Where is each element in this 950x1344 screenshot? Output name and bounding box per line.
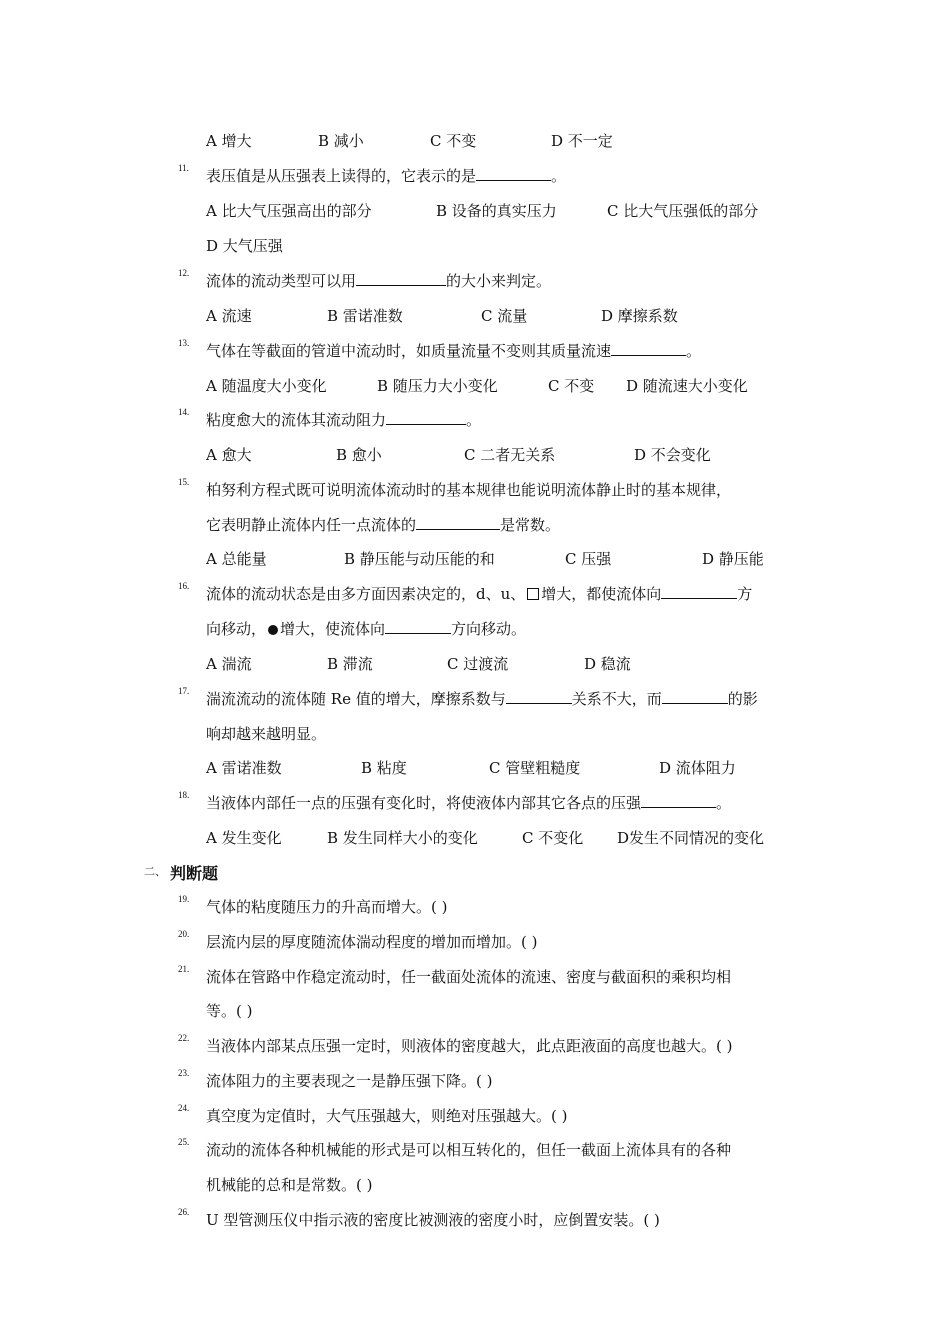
- q10-option-c: C 不变: [430, 132, 477, 150]
- answer-blank: [385, 619, 451, 634]
- question-text: 当液体内部任一点的压强有变化时，将使液体内部其它各点的压强: [206, 794, 642, 812]
- q13-option-c: C 不变: [548, 377, 595, 395]
- section-number: 二、: [144, 865, 166, 878]
- answer-blank: [661, 584, 737, 599]
- question-number: 21.: [178, 964, 190, 974]
- q12-option-b: B 雷诺准数: [327, 307, 403, 325]
- question-number: 15.: [178, 477, 190, 487]
- q17-option-b: B 粘度: [361, 759, 407, 777]
- question-text-mid: 关系不大，而: [571, 690, 662, 708]
- question-number: 14.: [178, 407, 190, 417]
- q10-option-a: A 增大: [206, 132, 252, 150]
- question-text: 气体的粘度随压力的升高而增大。( ): [206, 898, 448, 916]
- question-text: 气体在等截面的管道中流动时，如质量流量不变则其质量流速: [206, 342, 612, 360]
- question-text: 等。( ): [206, 1002, 253, 1020]
- question-text: 层流内层的厚度随流体湍动程度的增加而增加。( ): [206, 933, 538, 951]
- q14-option-a: A 愈大: [206, 446, 252, 464]
- question-text: 粘度愈大的流体其流动阻力: [206, 411, 387, 429]
- question-number: 13.: [178, 338, 190, 348]
- q14-option-c: C 二者无关系: [464, 446, 556, 464]
- question-number: 23.: [178, 1068, 190, 1078]
- question-text-mid: 增大，都使流体向: [541, 585, 662, 603]
- question-number: 16.: [178, 581, 190, 591]
- q12-option-c: C 流量: [481, 307, 528, 325]
- question-text-end: 。: [686, 342, 702, 360]
- q15-option-d: D 静压能: [702, 550, 764, 568]
- answer-blank: [641, 793, 716, 808]
- question-number: 17.: [178, 686, 190, 696]
- q16-option-c: C 过渡流: [447, 655, 509, 673]
- question-number: 24.: [178, 1103, 190, 1113]
- question-text: 流体阻力的主要表现之一是静压强下降。( ): [206, 1072, 493, 1090]
- question-number: 25.: [178, 1137, 190, 1147]
- question-number: 19.: [178, 894, 190, 904]
- q11-option-a: A 比大气压强高出的部分: [206, 202, 372, 220]
- answer-blank: [386, 410, 466, 425]
- question-number: 20.: [178, 929, 190, 939]
- q13-option-a: A 随温度大小变化: [206, 377, 327, 395]
- question-number: 12.: [178, 268, 190, 278]
- question-text: 向移动，: [206, 620, 267, 638]
- q16-option-d: D 稳流: [584, 655, 631, 673]
- q15-option-c: C 压强: [565, 550, 612, 568]
- question-text-end: 。: [466, 411, 482, 429]
- section-title: 判断题: [170, 864, 219, 883]
- q17-option-a: A 雷诺准数: [206, 759, 282, 777]
- question-text: 表压值是从压强表上读得的，它表示的是: [206, 167, 477, 185]
- q11-option-d: D 大气压强: [206, 237, 283, 255]
- q11-option-c: C 比大气压强低的部分: [607, 202, 759, 220]
- q18-option-a: A 发生变化: [206, 829, 282, 847]
- q16-option-b: B 滞流: [327, 655, 373, 673]
- q18-option-b: B 发生同样大小的变化: [327, 829, 478, 847]
- question-text: 流体在管路中作稳定流动时，任一截面处流体的流速、密度与截面积的乘积均相: [206, 968, 732, 986]
- q14-option-b: B 愈小: [336, 446, 382, 464]
- question-text-mid: 增大，使流体向: [280, 620, 386, 638]
- q12-option-d: D 摩擦系数: [601, 307, 678, 325]
- answer-blank: [662, 689, 728, 704]
- question-text-end: 的大小来判定。: [446, 272, 552, 290]
- question-text: 流动的流体各种机械能的形式是可以相互转化的，但任一截面上流体具有的各种: [206, 1141, 732, 1159]
- q10-option-d: D 不一定: [551, 132, 613, 150]
- question-text: 流体的流动状态是由多方面因素决定的，d、u、: [206, 585, 526, 603]
- question-text: U 型管测压仪中指示液的密度比被测液的密度小时，应倒置安装。( ): [206, 1211, 660, 1229]
- question-text: 响却越来越明显。: [206, 725, 327, 743]
- circle-symbol-icon: [268, 625, 278, 635]
- answer-blank: [416, 515, 500, 530]
- question-text: 当液体内部某点压强一定时，则液体的密度越大，此点距液面的高度也越大。( ): [206, 1037, 733, 1055]
- q18-option-d: D发生不同情况的变化: [617, 829, 765, 847]
- question-text: 湍流流动的流体随 Re 值的增大，摩擦系数与: [206, 690, 506, 708]
- answer-blank: [611, 341, 686, 356]
- question-number: 11.: [178, 163, 189, 173]
- question-text-end: 方向移动。: [451, 620, 527, 638]
- question-text-end: 的影: [727, 690, 758, 708]
- question-number: 22.: [178, 1033, 190, 1043]
- question-text: 真空度为定值时，大气压强越大，则绝对压强越大。( ): [206, 1107, 568, 1125]
- q15-option-a: A 总能量: [206, 550, 267, 568]
- question-text-end: 方: [737, 585, 753, 603]
- question-text: 机械能的总和是常数。( ): [206, 1176, 373, 1194]
- square-symbol-icon: [527, 588, 539, 600]
- q12-option-a: A 流速: [206, 307, 252, 325]
- q13-option-b: B 随压力大小变化: [377, 377, 498, 395]
- answer-blank: [506, 689, 572, 704]
- question-text-end: 。: [551, 167, 567, 185]
- q14-option-d: D 不会变化: [634, 446, 711, 464]
- q17-option-d: D 流体阻力: [659, 759, 736, 777]
- question-number: 18.: [178, 790, 190, 800]
- q10-option-b: B 减小: [318, 132, 364, 150]
- question-number: 26.: [178, 1207, 190, 1217]
- q15-option-b: B 静压能与动压能的和: [344, 550, 495, 568]
- answer-blank: [356, 271, 446, 286]
- q16-option-a: A 湍流: [206, 655, 252, 673]
- answer-blank: [476, 166, 551, 181]
- question-text: 流体的流动类型可以用: [206, 272, 357, 290]
- question-text-end: 是常数。: [500, 516, 561, 534]
- question-text: 它表明静止流体内任一点流体的: [206, 516, 417, 534]
- q13-option-d: D 随流速大小变化: [626, 377, 748, 395]
- question-text: 柏努利方程式既可说明流体流动时的基本规律也能说明流体静止时的基本规律，: [206, 481, 732, 499]
- q11-option-b: B 设备的真实压力: [436, 202, 557, 220]
- question-text-end: 。: [716, 794, 732, 812]
- q17-option-c: C 管壁粗糙度: [489, 759, 581, 777]
- q18-option-c: C 不变化: [522, 829, 584, 847]
